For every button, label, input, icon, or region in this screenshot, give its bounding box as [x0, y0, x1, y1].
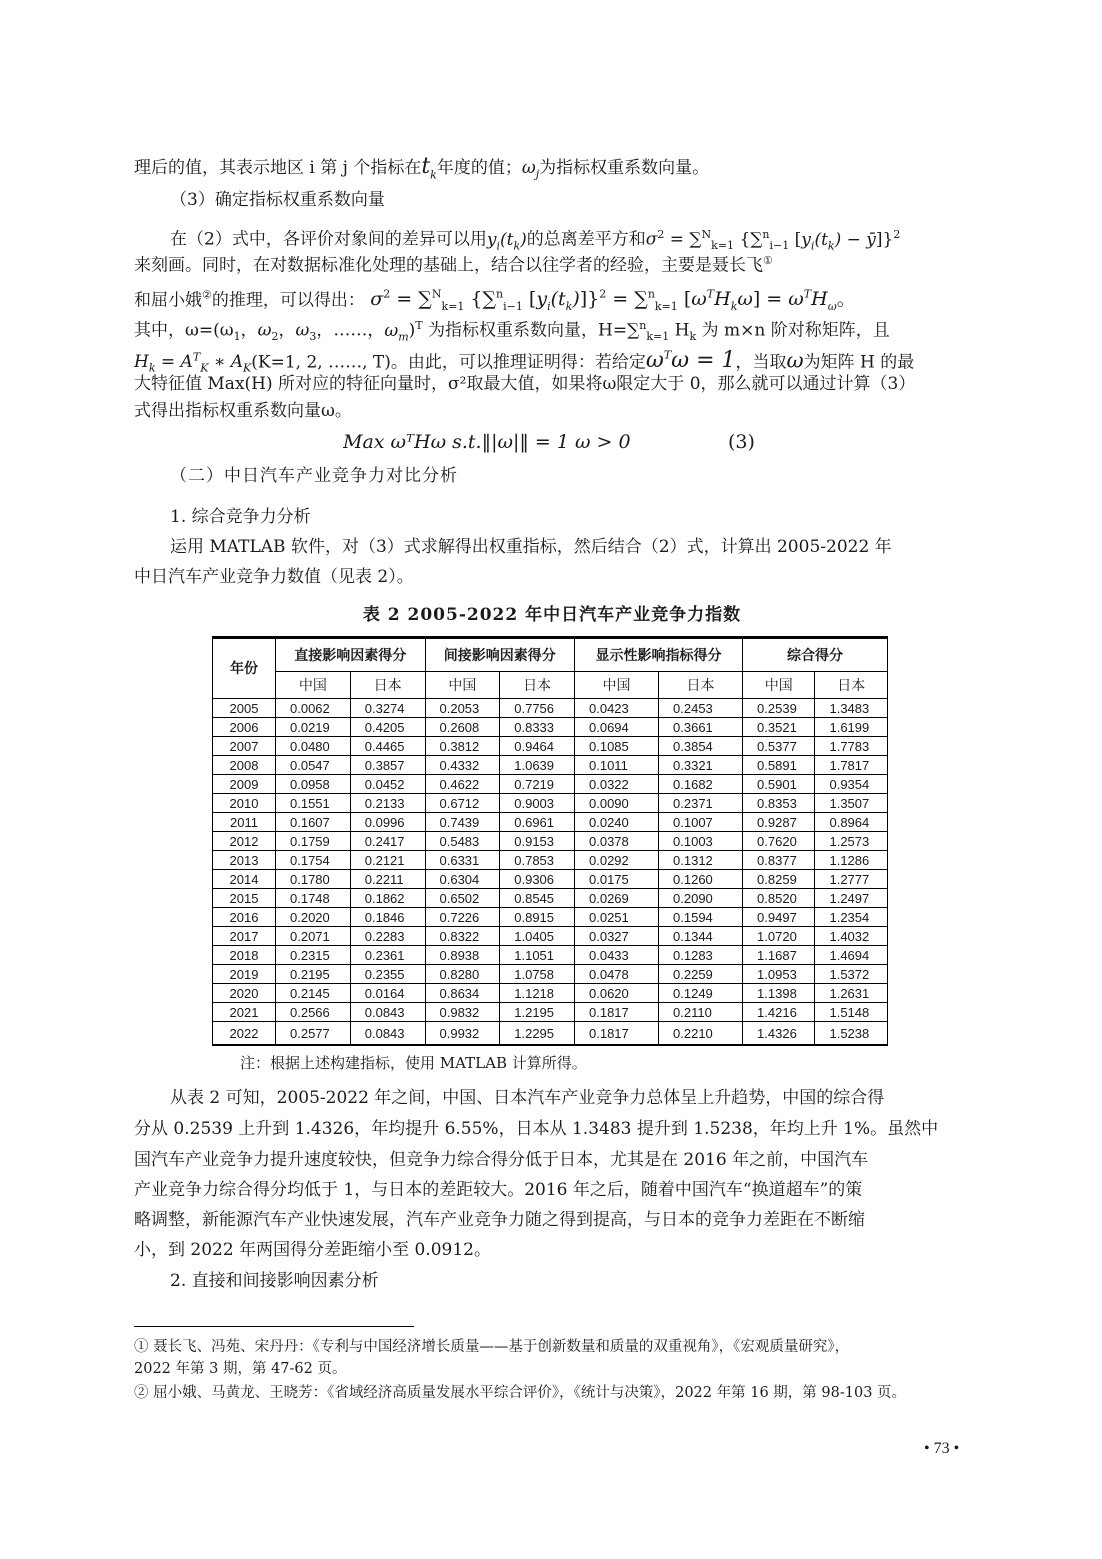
value-cell: 0.2608	[425, 718, 500, 737]
value-cell: 0.0452	[350, 775, 425, 794]
body-line-1: 理后的值，其表示地区 i 第 j 个指标在$t_k$年度的值；$\omega_j$为指标权重系数向量。	[134, 154, 710, 182]
year-cell: 2005	[213, 699, 276, 718]
group-header-direct: 直接影响因素得分	[276, 638, 426, 672]
value-cell: 1.0405	[500, 927, 575, 946]
value-cell: 0.0175	[575, 870, 659, 889]
value-cell: 0.9497	[743, 908, 815, 927]
value-cell: 0.4465	[350, 737, 425, 756]
year-cell: 2011	[213, 813, 276, 832]
value-cell: 0.1862	[350, 889, 425, 908]
value-cell: 0.2315	[276, 946, 351, 965]
value-cell: 0.1260	[659, 870, 743, 889]
value-cell: 1.1687	[743, 946, 815, 965]
value-cell: 0.0620	[575, 984, 659, 1003]
year-cell: 2013	[213, 851, 276, 870]
value-cell: 0.1085	[575, 737, 659, 756]
value-cell: 1.3483	[815, 699, 888, 718]
body-para2-line-1: 从表 2 可知，2005-2022 年之间，中国、日本汽车产业竞争力总体呈上升趋势，中国的综合得	[170, 1088, 885, 1108]
value-cell: 0.5901	[743, 775, 815, 794]
value-cell: 0.3857	[350, 756, 425, 775]
table-note: 注：根据上述构建指标，使用 MATLAB 计算所得。	[240, 1054, 587, 1072]
value-cell: 0.2145	[276, 984, 351, 1003]
year-cell: 2012	[213, 832, 276, 851]
body-para2-line-3: 国汽车产业竞争力提升速度较快，但竞争力综合得分低于日本，尤其是在 2016 年之前，中国汽车	[134, 1150, 869, 1170]
sub-header: 中国	[575, 672, 659, 699]
value-cell: 0.1312	[659, 851, 743, 870]
value-cell: 0.2259	[659, 965, 743, 984]
body-para2-line-2: 分从 0.2539 上升到 1.4326，年均提升 6.55%，日本从 1.3483 提升到 1.5238，年均上升 1%。虽然中	[134, 1119, 939, 1139]
table-row	[213, 832, 888, 851]
value-cell: 0.2053	[425, 699, 500, 718]
table-row	[213, 718, 888, 737]
value-cell: 1.2497	[815, 889, 888, 908]
value-cell: 0.2133	[350, 794, 425, 813]
value-cell: 0.6961	[500, 813, 575, 832]
year-cell: 2017	[213, 927, 276, 946]
body-line-12: 运用 MATLAB 软件，对（3）式求解得出权重指标，然后结合（2）式，计算出 2005-2022 年	[170, 537, 892, 557]
year-cell: 2009	[213, 775, 276, 794]
value-cell: 0.1594	[659, 908, 743, 927]
sub-header: 日本	[500, 672, 575, 699]
year-cell: 2010	[213, 794, 276, 813]
value-cell: 0.9354	[815, 775, 888, 794]
body-line-5: 和屈小娥②的推理，可以得出： $\sigma^2 = \sum^N_{k=1}$ {∑$^n_{i-1}$ $[y_i(t_k)]\}^2 = \sum^n_{k=1}$ $[\omega^TH_k\omega] = \omega^TH_\omega$。	[134, 288, 856, 314]
value-cell: 0.5891	[743, 756, 815, 775]
value-cell: 0.0480	[276, 737, 351, 756]
value-cell: 1.5148	[815, 1003, 888, 1022]
value-cell: 0.8520	[743, 889, 815, 908]
value-cell: 1.2777	[815, 870, 888, 889]
value-cell: 0.3812	[425, 737, 500, 756]
value-cell: 0.6304	[425, 870, 500, 889]
value-cell: 0.7219	[500, 775, 575, 794]
value-cell: 0.7226	[425, 908, 500, 927]
sub-header: 中国	[743, 672, 815, 699]
body-line-3: 在（2）式中，各评价对象间的差异可以用$y_i(t_k)$的总离差平方和$\sigma^2 = \sum^N_{k=1}$ {∑$^n_{i-1}$ [$y_i(t_k)$ − ȳ]}$^2$	[170, 228, 901, 252]
table-row	[213, 889, 888, 908]
sub-header: 日本	[350, 672, 425, 699]
value-cell: 0.0090	[575, 794, 659, 813]
value-cell: 1.1051	[500, 946, 575, 965]
table-row	[213, 965, 888, 984]
value-cell: 1.1286	[815, 851, 888, 870]
year-cell: 2015	[213, 889, 276, 908]
value-cell: 1.5372	[815, 965, 888, 984]
value-cell: 0.0240	[575, 813, 659, 832]
body-line-4: 来刻画。同时，在对数据标准化处理的基础上，结合以往学者的经验，主要是聂长飞①	[134, 254, 773, 276]
year-cell: 2022	[213, 1022, 276, 1046]
value-cell: 0.0547	[276, 756, 351, 775]
value-cell: 0.2577	[276, 1022, 351, 1046]
value-cell: 0.2071	[276, 927, 351, 946]
value-cell: 1.1398	[743, 984, 815, 1003]
footnote-1: ① 聂长飞、冯苑、宋丹丹：《专利与中国经济增长质量——基于创新数量和质量的双重视角》，《宏观质量研究》， 2022 年第 3 期，第 47-62 页。	[134, 1339, 850, 1377]
value-cell: 1.0639	[500, 756, 575, 775]
value-cell: 0.3854	[659, 737, 743, 756]
value-cell: 0.6712	[425, 794, 500, 813]
value-cell: 0.2539	[743, 699, 815, 718]
value-cell: 0.8545	[500, 889, 575, 908]
table-row	[213, 851, 888, 870]
year-cell: 2019	[213, 965, 276, 984]
value-cell: 0.9464	[500, 737, 575, 756]
value-cell: 0.9932	[425, 1022, 500, 1046]
table-row	[213, 1003, 888, 1022]
value-cell: 0.8322	[425, 927, 500, 946]
year-cell: 2006	[213, 718, 276, 737]
value-cell: 0.9003	[500, 794, 575, 813]
value-cell: 0.1817	[575, 1003, 659, 1022]
value-cell: 0.0694	[575, 718, 659, 737]
table-row	[213, 984, 888, 1003]
value-cell: 0.0062	[276, 699, 351, 718]
value-cell: 0.1011	[575, 756, 659, 775]
value-cell: 0.1748	[276, 889, 351, 908]
value-cell: 0.9832	[425, 1003, 500, 1022]
value-cell: 0.1759	[276, 832, 351, 851]
value-cell: 0.9153	[500, 832, 575, 851]
value-cell: 0.1283	[659, 946, 743, 965]
year-cell: 2007	[213, 737, 276, 756]
table-row	[213, 699, 888, 718]
value-cell: 0.0292	[575, 851, 659, 870]
value-cell: 1.5238	[815, 1022, 888, 1046]
value-cell: 0.4332	[425, 756, 500, 775]
value-cell: 0.2210	[659, 1022, 743, 1046]
value-cell: 0.1754	[276, 851, 351, 870]
sub-header: 日本	[815, 672, 888, 699]
value-cell: 0.0433	[575, 946, 659, 965]
value-cell: 0.2121	[350, 851, 425, 870]
value-cell: 0.7853	[500, 851, 575, 870]
year-cell: 2008	[213, 756, 276, 775]
value-cell: 0.2355	[350, 965, 425, 984]
value-cell: 1.4326	[743, 1022, 815, 1046]
value-cell: 0.5483	[425, 832, 500, 851]
footnote-divider	[134, 1326, 414, 1327]
sub-header: 中国	[276, 672, 351, 699]
value-cell: 0.1249	[659, 984, 743, 1003]
value-cell: 0.8915	[500, 908, 575, 927]
value-cell: 0.7439	[425, 813, 500, 832]
value-cell: 1.0758	[500, 965, 575, 984]
value-cell: 0.2283	[350, 927, 425, 946]
table-header-row	[213, 638, 888, 672]
value-cell: 0.0378	[575, 832, 659, 851]
value-cell: 0.0843	[350, 1003, 425, 1022]
body-para2-line-4: 产业竞争力综合得分均低于 1，与日本的差距较大。2016 年之后，随着中国汽车“换道超车”的策	[134, 1180, 863, 1200]
value-cell: 0.9287	[743, 813, 815, 832]
value-cell: 1.7783	[815, 737, 888, 756]
value-cell: 1.3507	[815, 794, 888, 813]
value-cell: 0.1817	[575, 1022, 659, 1046]
footnote-2: ② 屈小娥、马黄龙、王晓芳：《省域经济高质量发展水平综合评价》，《统计与决策》，2022 年第 16 期，第 98-103 页。	[134, 1385, 907, 1401]
body-line-7: $H_k = A^T_K$ ∗ $A_K(K=1$, 2, ……, T)。由此，可以推理证明得：若给定$\omega^T\omega = 1$，当取ω为矩阵 H 的最	[134, 348, 915, 373]
year-header: 年份	[213, 638, 276, 699]
table-subheader-row	[213, 672, 888, 699]
value-cell: 0.0269	[575, 889, 659, 908]
table-row	[213, 775, 888, 794]
subsection-heading-1: 1. 综合竞争力分析	[170, 507, 311, 527]
value-cell: 1.2195	[500, 1003, 575, 1022]
value-cell: 1.4216	[743, 1003, 815, 1022]
value-cell: 1.1218	[500, 984, 575, 1003]
value-cell: 0.8938	[425, 946, 500, 965]
sub-header: 中国	[425, 672, 500, 699]
page-number: • 73 •	[924, 1440, 960, 1457]
body-para2-line-6: 小，到 2022 年两国得分差距缩小至 0.0912。	[134, 1240, 491, 1260]
section-heading-2: （二）中日汽车产业竞争力对比分析	[170, 466, 458, 486]
value-cell: 0.3321	[659, 756, 743, 775]
value-cell: 0.1607	[276, 813, 351, 832]
value-cell: 1.4694	[815, 946, 888, 965]
subsection-heading-3: （3）确定指标权重系数向量	[170, 190, 385, 210]
year-cell: 2021	[213, 1003, 276, 1022]
table-row	[213, 870, 888, 889]
value-cell: 0.2453	[659, 699, 743, 718]
value-cell: 0.4205	[350, 718, 425, 737]
value-cell: 0.1003	[659, 832, 743, 851]
value-cell: 0.2371	[659, 794, 743, 813]
body-line-6: 其中，$\omega=(\omega_1$，$\omega_2$，$\omega_3$，……，$\omega_m)^T$ 为指标权重系数向量，H=∑$^n_{k=1}$ $H_k$ 为 m×n 阶对称矩阵，且	[134, 319, 890, 343]
value-cell: 1.0953	[743, 965, 815, 984]
value-cell: 0.0996	[350, 813, 425, 832]
value-cell: 0.8353	[743, 794, 815, 813]
value-cell: 0.0958	[276, 775, 351, 794]
value-cell: 0.6502	[425, 889, 500, 908]
value-cell: 0.0164	[350, 984, 425, 1003]
value-cell: 0.2195	[276, 965, 351, 984]
value-cell: 0.2566	[276, 1003, 351, 1022]
value-cell: 0.1344	[659, 927, 743, 946]
year-cell: 2020	[213, 984, 276, 1003]
sub-header: 日本	[659, 672, 743, 699]
value-cell: 0.3661	[659, 718, 743, 737]
table-row	[213, 756, 888, 775]
value-cell: 0.2361	[350, 946, 425, 965]
value-cell: 0.3521	[743, 718, 815, 737]
value-cell: 1.2354	[815, 908, 888, 927]
value-cell: 0.2211	[350, 870, 425, 889]
value-cell: 0.0327	[575, 927, 659, 946]
value-cell: 0.8964	[815, 813, 888, 832]
value-cell: 0.0322	[575, 775, 659, 794]
value-cell: 1.6199	[815, 718, 888, 737]
value-cell: 0.9306	[500, 870, 575, 889]
formula-3: Max ωᵀHω s.t.‖|ω|‖ = 1 ω > 0 (3)	[343, 431, 755, 453]
value-cell: 0.8333	[500, 718, 575, 737]
value-cell: 0.1780	[276, 870, 351, 889]
value-cell: 0.7756	[500, 699, 575, 718]
subsection-heading-2: 2. 直接和间接影响因素分析	[170, 1271, 379, 1291]
value-cell: 0.8634	[425, 984, 500, 1003]
value-cell: 0.7620	[743, 832, 815, 851]
value-cell: 0.6331	[425, 851, 500, 870]
table-row	[213, 908, 888, 927]
body-para2-line-5: 略调整，新能源汽车产业快速发展，汽车产业竞争力随之得到提高，与日本的竞争力差距在不断缩	[134, 1210, 865, 1230]
value-cell: 0.2110	[659, 1003, 743, 1022]
value-cell: 0.0843	[350, 1022, 425, 1046]
table-row	[213, 813, 888, 832]
table-row	[213, 946, 888, 965]
year-cell: 2018	[213, 946, 276, 965]
value-cell: 0.2020	[276, 908, 351, 927]
value-cell: 0.2417	[350, 832, 425, 851]
value-cell: 0.0478	[575, 965, 659, 984]
year-cell: 2014	[213, 870, 276, 889]
value-cell: 0.8280	[425, 965, 500, 984]
table-row	[213, 1022, 888, 1046]
data-table	[212, 636, 888, 1046]
value-cell: 0.2090	[659, 889, 743, 908]
value-cell: 0.5377	[743, 737, 815, 756]
value-cell: 1.7817	[815, 756, 888, 775]
group-header-indirect: 间接影响因素得分	[425, 638, 575, 672]
value-cell: 0.1682	[659, 775, 743, 794]
value-cell: 0.8377	[743, 851, 815, 870]
year-cell: 2016	[213, 908, 276, 927]
value-cell: 0.1551	[276, 794, 351, 813]
table-row	[213, 794, 888, 813]
value-cell: 0.4622	[425, 775, 500, 794]
value-cell: 1.2631	[815, 984, 888, 1003]
value-cell: 1.2295	[500, 1022, 575, 1046]
value-cell: 0.0219	[276, 718, 351, 737]
value-cell: 1.2573	[815, 832, 888, 851]
value-cell: 0.1846	[350, 908, 425, 927]
value-cell: 0.1007	[659, 813, 743, 832]
table-title: 表 2 2005-2022 年中日汽车产业竞争力指数	[362, 605, 742, 625]
group-header-composite: 综合得分	[743, 638, 888, 672]
body-line-9: 式得出指标权重系数向量ω。	[134, 401, 352, 421]
group-header-explicit: 显示性影响指标得分	[575, 638, 743, 672]
body-line-8: 大特征值 Max(H) 所对应的特征向量时，σ²取最大值，如果将ω限定大于 0，那么就可以通过计算（3）	[134, 374, 916, 394]
body-line-13: 中日汽车产业竞争力数值（见表 2）。	[134, 567, 414, 587]
value-cell: 0.8259	[743, 870, 815, 889]
value-cell: 0.3274	[350, 699, 425, 718]
table-row	[213, 927, 888, 946]
value-cell: 0.0423	[575, 699, 659, 718]
value-cell: 0.0251	[575, 908, 659, 927]
value-cell: 1.0720	[743, 927, 815, 946]
value-cell: 1.4032	[815, 927, 888, 946]
table-row	[213, 737, 888, 756]
table-body	[213, 699, 888, 1046]
